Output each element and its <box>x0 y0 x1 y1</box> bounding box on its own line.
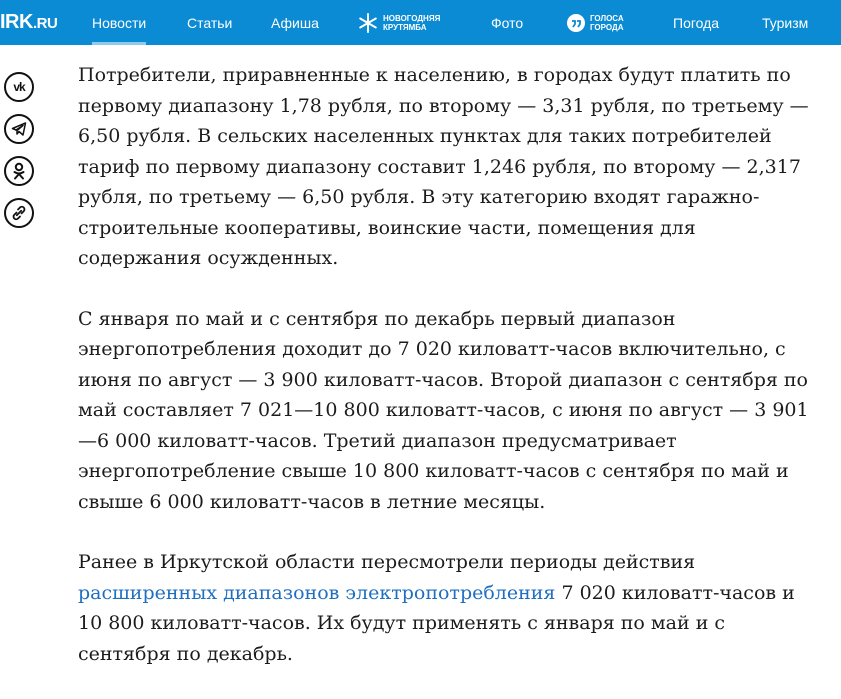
nav-item-photo[interactable] <box>491 0 523 45</box>
paragraph-text: Ранее в Иркутской области пересмотрели периоды действия <box>78 551 696 573</box>
extended-ranges-link[interactable]: расширенных диапазонов электропотребления <box>78 581 556 604</box>
article-paragraph: С января по май и с сентября по декабрь первый диапазон энергопотребления доходит до 7 020 киловатт-часов включительно, с июня по август — 3 900 киловатт-часов. Второй диапазон с сентября по май составляет 7 021—10 800 киловатт-часов, с июня по август — 3 901—6 000 киловатт-часов. Третий диапазон предусматривает энергопотребление свыше 10 800 киловатт-часов с сентября по май и свыше 6 000 киловатт-часов в летние месяцы. <box>78 307 809 513</box>
logo-text: IRK <box>0 11 33 33</box>
nav-item-voices-of-city[interactable] <box>567 0 624 45</box>
nav-item-new-year-krutyamba[interactable] <box>358 0 440 45</box>
article-paragraph <box>78 547 818 669</box>
brand-label: ГОЛОСА ГОРОДА <box>590 13 624 32</box>
nav-item-label: Туризм <box>762 14 809 31</box>
article-paragraph: Потребители, приравненные к населению, в городах будут платить по первому диапазону 1,78 рубля, по второму — 3,31 рубля, по третьему — 6,50 рубля. В сельских населенных пунктах для таких потребителей тариф по первому диапазону составит 1,246 рубля, по второму — 2,317 рубля, по третьему — 6,50 рубля. В эту категорию входят гаражно-строительные кооперативы, воинские части, помещения для содержания осужденных. <box>78 64 809 269</box>
logo-suffix: .RU <box>32 15 58 32</box>
telegram-icon <box>11 121 27 137</box>
share-vk-button[interactable] <box>4 72 34 102</box>
nav-item-articles[interactable] <box>187 0 232 45</box>
odnoklassniki-icon <box>12 162 26 180</box>
share-odnoklassniki-button[interactable] <box>4 156 34 186</box>
nav-item-label: Афиша <box>271 14 319 31</box>
quote-bubble-icon <box>567 14 585 32</box>
nav-item-label: Новости <box>92 14 147 31</box>
link-icon <box>11 205 27 221</box>
nav-item-label: Погода <box>673 14 720 31</box>
nav-item-tourism[interactable] <box>762 0 808 45</box>
copy-link-button[interactable] <box>4 198 34 228</box>
nav-item-weather[interactable] <box>673 0 719 45</box>
nav-item-news[interactable] <box>92 0 146 45</box>
vk-icon: vk <box>13 80 25 94</box>
nav-item-label: Статьи <box>187 14 233 31</box>
article-body <box>78 60 818 699</box>
top-navigation-bar <box>0 0 841 45</box>
snowflake-icon <box>358 13 378 33</box>
nav-item-label: Фото <box>491 14 524 31</box>
site-logo[interactable] <box>0 10 57 36</box>
share-telegram-button[interactable] <box>4 114 34 144</box>
paragraph-text: 7 020 киловатт-часов и 10 800 киловатт-часов. Их будут применять с января по май и с сентября по декабрь. <box>78 581 795 665</box>
nav-item-afisha[interactable] <box>271 0 319 45</box>
brand-label: НОВОГОДНЯЯ КРУТЯМБА <box>383 13 441 32</box>
